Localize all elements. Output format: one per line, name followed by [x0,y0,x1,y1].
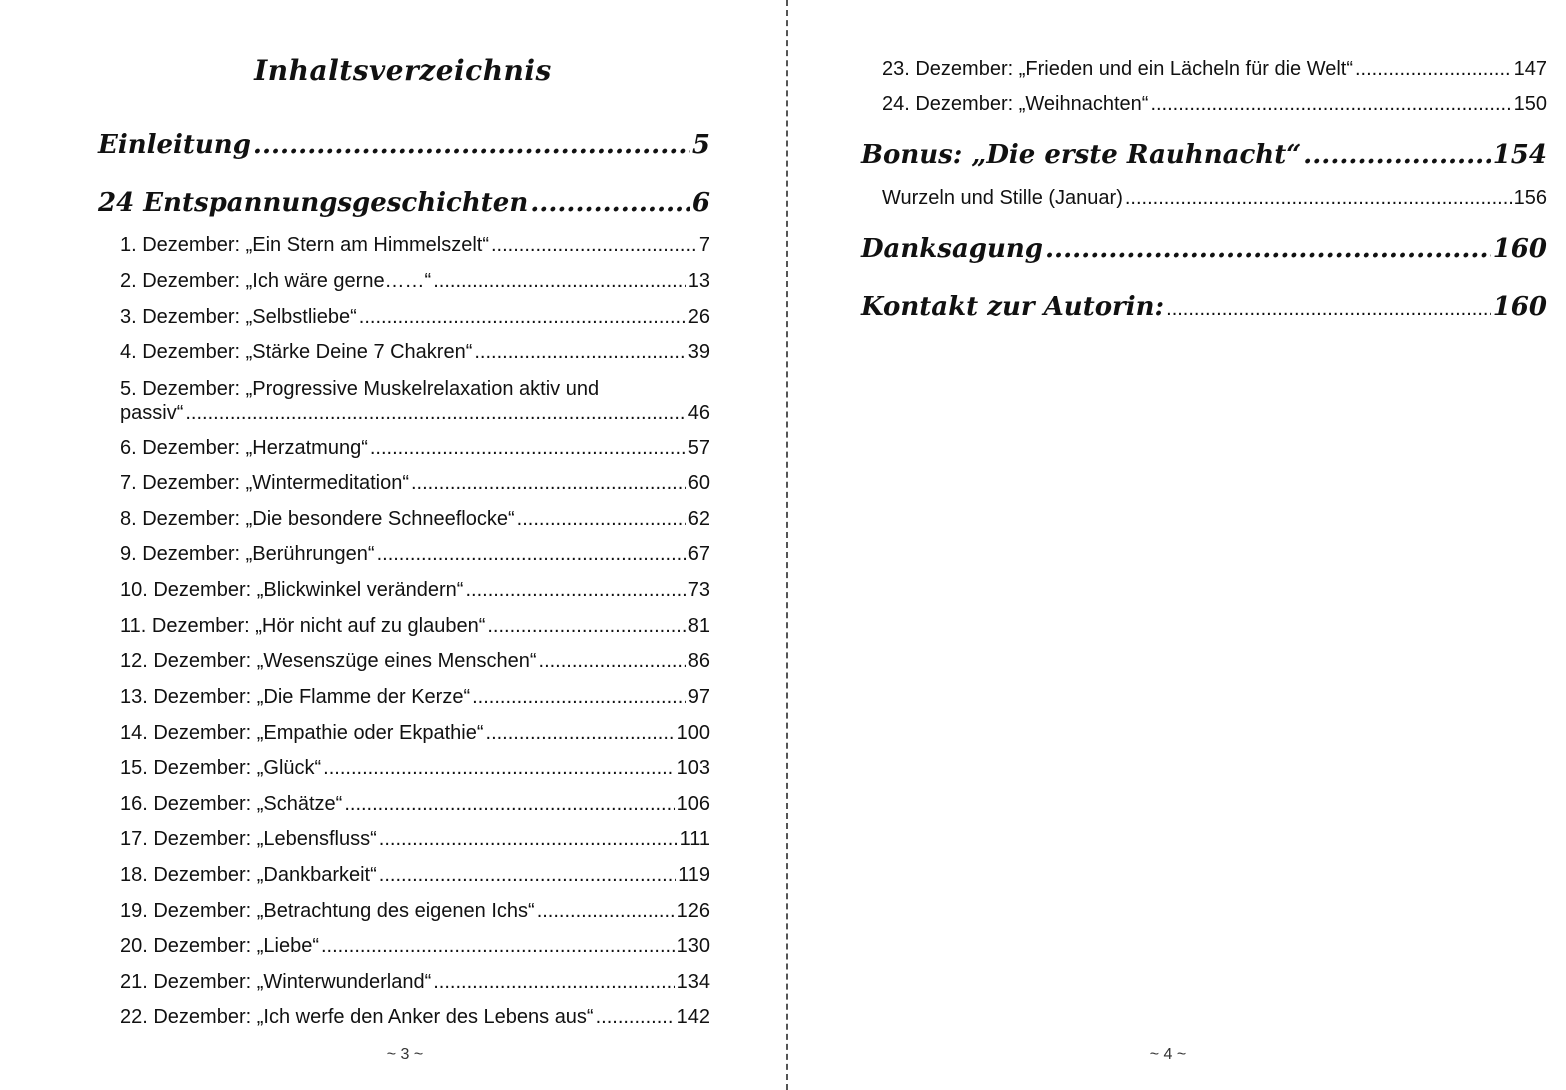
toc-entry-label: Wurzeln und Stille (Januar) [882,187,1123,209]
toc-section-bonus[interactable] [861,140,1547,170]
toc-entry[interactable] [882,187,1547,210]
toc-section-page: 5 [691,130,710,160]
toc-entry-page: 134 [676,971,710,993]
toc-entry-page: 26 [687,306,710,328]
toc-entry-page: 73 [687,579,710,601]
toc-entry-page: 111 [679,828,710,850]
toc-entry[interactable] [120,579,710,602]
toc-section-label: Bonus: „Die erste Rauhnacht“ [861,140,1302,170]
toc-entry[interactable] [120,757,710,780]
toc-section-label: Kontakt zur Autorin: [861,292,1165,322]
toc-entry[interactable] [120,900,710,923]
toc-entry-label: 2. Dezember: „Ich wäre gerne……“ [120,270,432,292]
toc-entry-page: 81 [687,615,710,637]
toc-entry-label: 6. Dezember: „Herzatmung“ [120,437,368,459]
toc-entry-label: 23. Dezember: „Frieden und ein Lächeln für die Welt“ [882,58,1353,80]
toc-entry[interactable] [120,864,710,887]
toc-entry-page: 100 [676,722,710,744]
toc-entry-label: 24. Dezember: „Weihnachten“ [882,93,1149,115]
toc-entry-page: 7 [698,234,710,256]
toc-entry-label: 11. Dezember: „Hör nicht auf zu glauben“ [120,615,486,637]
toc-entry-label: 22. Dezember: „Ich werfe den Anker des Lebens aus“ [120,1006,594,1028]
toc-entry[interactable] [120,472,710,495]
toc-entry-page: 126 [676,900,710,922]
toc-title: Inhaltsverzeichnis [254,54,552,87]
page-number: ~ 3 ~ [386,1046,424,1063]
toc-entry[interactable] [120,1006,710,1029]
toc-entry[interactable] [882,93,1547,116]
toc-section-label: Danksagung [861,234,1043,264]
toc-entry-page: 130 [676,935,710,957]
toc-entry[interactable] [120,306,710,329]
toc-entry-label: 4. Dezember: „Stärke Deine 7 Chakren“ [120,341,473,363]
toc-entry-page: 142 [676,1006,710,1028]
toc-entry-page: 150 [1513,93,1547,115]
toc-entry[interactable] [120,270,710,293]
toc-section-page: 154 [1492,140,1547,170]
toc-entry-label: 8. Dezember: „Die besondere Schneeflocke“ [120,508,515,530]
toc-entry-page: 86 [687,650,710,672]
toc-entry-page: 62 [687,508,710,530]
toc-section-page: 160 [1492,292,1547,322]
page-number: ~ 4 ~ [1149,1046,1187,1063]
toc-entry[interactable] [120,543,710,566]
toc-entry-page: 106 [676,793,710,815]
toc-entry-page: 119 [678,864,710,886]
toc-entry-label: 15. Dezember: „Glück“ [120,757,322,779]
toc-entry[interactable] [120,686,710,709]
toc-entry[interactable] [120,793,710,816]
toc-entry-label: 19. Dezember: „Betrachtung des eigenen Ichs“ [120,900,535,922]
toc-entry[interactable] [882,58,1547,81]
toc-entry-label: 5. Dezember: „Progressive Muskelrelaxation aktiv und [120,378,600,400]
toc-entry-label: 16. Dezember: „Schätze“ [120,793,343,815]
toc-entry[interactable] [120,437,710,460]
toc-entry[interactable] [120,722,710,745]
toc-entry[interactable] [120,377,710,425]
toc-entry-page: 67 [687,543,710,565]
toc-entry[interactable] [120,508,710,531]
toc-entry-label: 3. Dezember: „Selbstliebe“ [120,306,357,328]
toc-section-label: Einleitung [98,130,251,160]
toc-section-label: 24 Entspannungsgeschichten [98,188,529,218]
toc-entry-label: 9. Dezember: „Berührungen“ [120,543,375,565]
toc-entry-label: 7. Dezember: „Wintermeditation“ [120,472,409,494]
toc-entry-page: 46 [687,402,710,424]
toc-section-page: 160 [1492,234,1547,264]
toc-entry[interactable] [120,971,710,994]
toc-entry-label: 14. Dezember: „Empathie oder Ekpathie“ [120,722,484,744]
right-page [788,0,1566,1090]
toc-entry-page: 57 [687,437,710,459]
toc-section-danksagung[interactable] [861,234,1547,264]
toc-section-einleitung[interactable] [98,130,710,160]
toc-section-entspannungsgeschichten[interactable] [98,188,710,218]
toc-entry-page: 156 [1513,187,1547,209]
toc-entry-label: 10. Dezember: „Blickwinkel verändern“ [120,579,464,601]
toc-entry-label: 18. Dezember: „Dankbarkeit“ [120,864,377,886]
toc-entry-label: 1. Dezember: „Ein Stern am Himmelszelt“ [120,234,489,256]
toc-entry[interactable] [120,341,710,364]
toc-entry[interactable] [120,828,710,851]
toc-entry-label: 13. Dezember: „Die Flamme der Kerze“ [120,686,471,708]
toc-entry-label: 12. Dezember: „Wesenszüge eines Menschen“ [120,650,537,672]
toc-entry-page: 60 [687,472,710,494]
toc-entry-label: 20. Dezember: „Liebe“ [120,935,319,957]
toc-section-kontakt[interactable] [861,292,1547,322]
toc-entry-label: 17. Dezember: „Lebensfluss“ [120,828,377,850]
toc-entry-page: 13 [687,270,710,292]
toc-entry[interactable] [120,650,710,673]
toc-entry-page: 39 [687,341,710,363]
toc-entry[interactable] [120,615,710,638]
toc-entry[interactable] [120,935,710,958]
toc-entry-label-continued: passiv“ [120,402,184,424]
toc-entry[interactable] [120,234,710,257]
toc-section-page: 6 [691,188,710,218]
toc-entry-page: 147 [1513,58,1547,80]
toc-entry-label: 21. Dezember: „Winterwunderland“ [120,971,432,993]
toc-entry-page: 97 [687,686,710,708]
toc-entry-page: 103 [676,757,710,779]
